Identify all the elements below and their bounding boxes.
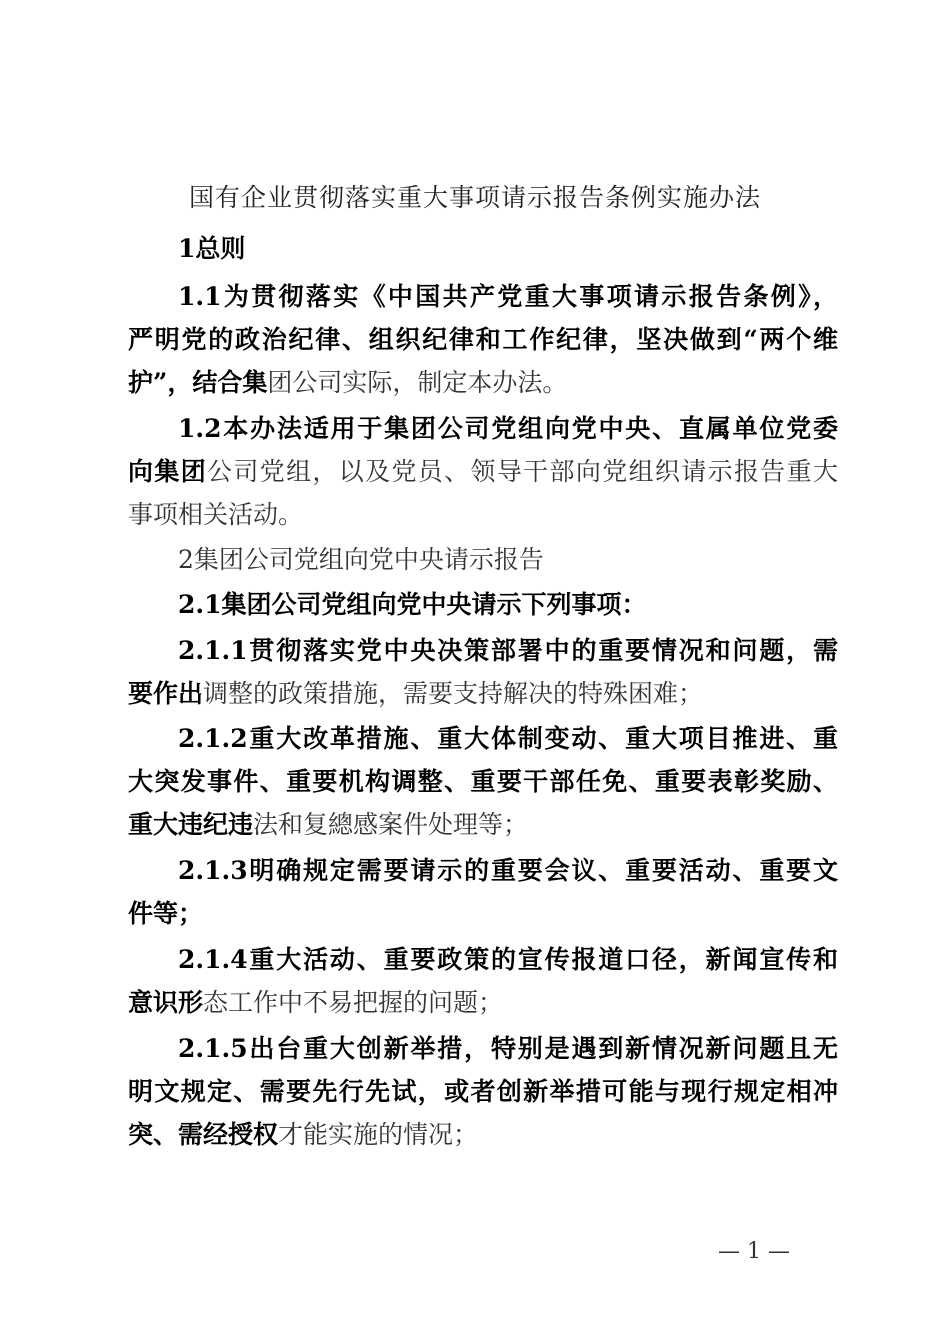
regular-text: 才能实施的情况；: [278, 1120, 479, 1149]
paragraph-line: [178, 940, 838, 980]
paragraph-line: [178, 540, 838, 580]
paragraph-line: [128, 1072, 838, 1112]
regular-text: 法和复總感案件处理等；: [253, 810, 529, 839]
bold-text: 意识形: [128, 988, 204, 1017]
paragraph-line: [128, 805, 838, 845]
bold-text: 1总则: [178, 234, 246, 263]
bold-text: 要作出: [128, 679, 204, 708]
bold-text: 严明党的政治纪律、组织纪律和工作纪律，坚决做到“两个维: [128, 325, 838, 354]
bold-text: 2.1.3明确规定需要请示的重要会议、重要活动、重要文: [178, 856, 838, 885]
paragraph-line: [178, 851, 838, 891]
bold-text: 护”，结合集: [128, 368, 268, 397]
regular-text: 2集团公司党组向党中央请示报告: [178, 545, 544, 574]
regular-text: 态工作中不易把握的问题；: [203, 988, 504, 1017]
paragraph-line: [178, 229, 838, 269]
bold-text: 向集团: [128, 457, 208, 486]
bold-text: 2.1集团公司党组向党中央请示下列事项：: [178, 590, 647, 619]
regular-text: 团公司实际，制定本办法。: [267, 368, 568, 397]
paragraph-line: [128, 1115, 838, 1155]
paragraph-line: [178, 1029, 838, 1069]
paragraph-line: [178, 409, 838, 449]
paragraph-line: [178, 631, 838, 671]
document-title: 国有企业贯彻落实重大事项请示报告条例实施办法: [188, 183, 761, 212]
bold-text: 大突发事件、重要机构调整、重要干部任免、重要表彰奖励、: [128, 767, 838, 796]
paragraph-line: [128, 452, 838, 492]
paragraph-line: [128, 983, 838, 1023]
bold-text: 2.1.4重大活动、重要政策的宣传报道口径，新闻宣传和: [178, 945, 838, 974]
regular-text: 调整的政策措施，需要支持解决的特殊困难；: [203, 679, 704, 708]
bold-text: 件等；: [128, 899, 204, 928]
bold-text: 1.1为贯彻落实《中国共产党重大事项请示报告条例》，: [178, 282, 838, 311]
paragraph-line: [128, 495, 838, 535]
page-number: — 1 —: [718, 1239, 790, 1264]
bold-text: 重大违纪违: [128, 810, 254, 839]
paragraph-line: [178, 719, 838, 759]
paragraph-line: [178, 277, 838, 317]
bold-text: 2.1.5出台重大创新举措，特别是遇到新情况新问题且无: [178, 1034, 838, 1063]
regular-text: 事项相关活动。: [128, 500, 304, 529]
regular-text: 公司党组，以及党员、领导干部向党组织请示报告重大: [207, 457, 838, 486]
bold-text: 明文规定、需要先行先试，或者创新举措可能与现行规定相冲: [128, 1077, 838, 1106]
bold-text: 1.2本办法适用于集团公司党组向党中央、直属单位党委: [178, 414, 838, 443]
paragraph-line: [128, 363, 838, 403]
paragraph-line: [128, 762, 838, 802]
bold-text: 突、需经授权: [128, 1120, 279, 1149]
bold-text: 2.1.2重大改革措施、重大体制变动、重大项目推进、重: [178, 724, 838, 753]
paragraph-line: [128, 674, 838, 714]
bold-text: 2.1.1贯彻落实党中央决策部署中的重要情况和问题，需: [178, 636, 838, 665]
paragraph-line: [178, 585, 838, 625]
paragraph-line: [128, 894, 838, 934]
paragraph-line: [128, 320, 838, 360]
